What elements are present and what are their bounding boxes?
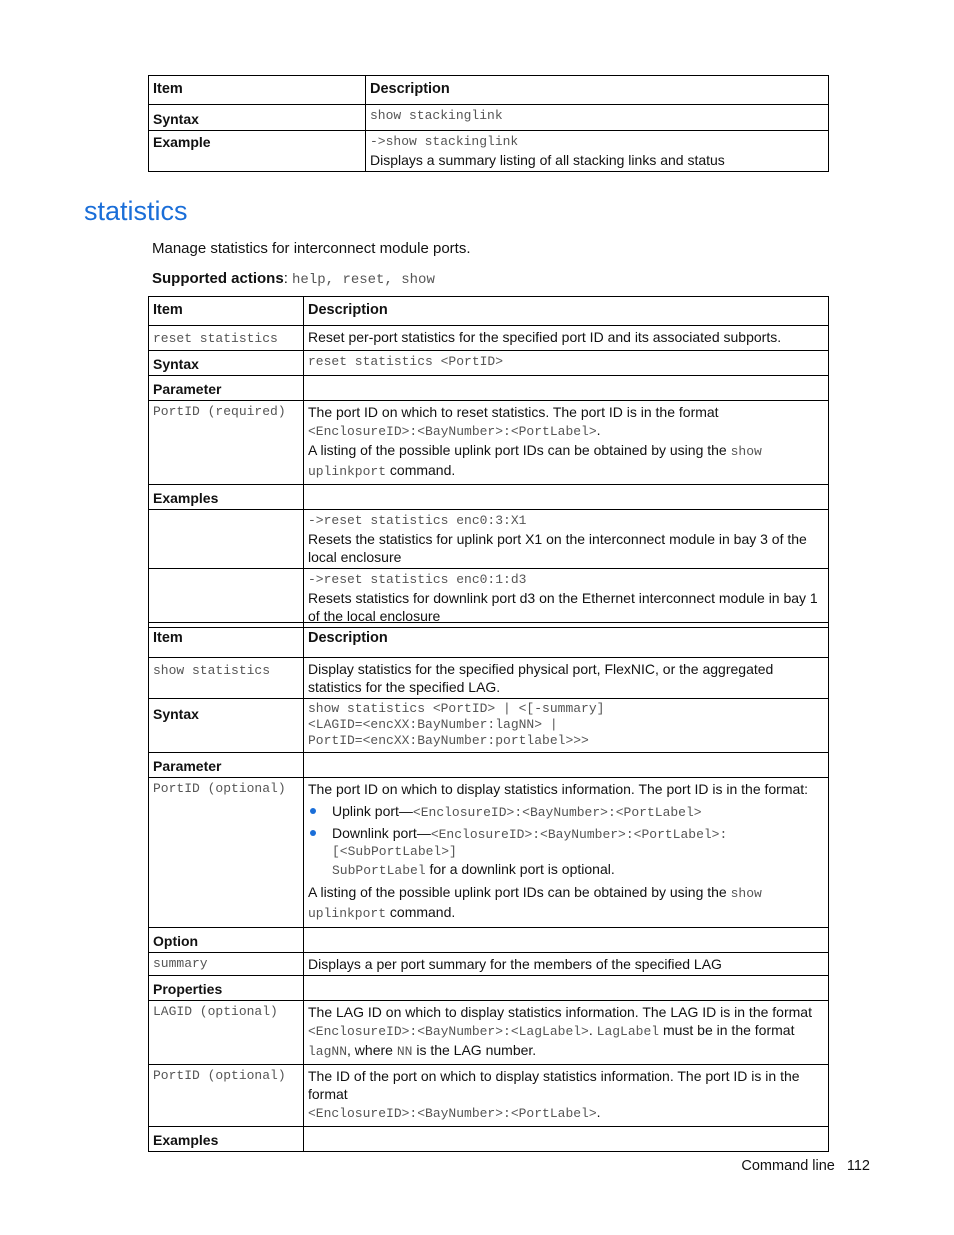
example-2 [304, 569, 829, 628]
example-1-command: ->reset statistics enc0:3:X1 [308, 513, 527, 528]
supported-actions-value: help, reset, show [292, 272, 435, 288]
col-header-description: Description [366, 76, 829, 105]
port-format-list [308, 802, 824, 860]
parameter-name: PortID (required) [149, 401, 304, 485]
list-item: Uplink port—<EnclosureID>:<BayNumber>:<PortLabel> [308, 802, 824, 822]
example-2-command: ->reset statistics enc0:1:d3 [308, 572, 527, 587]
parameter-description: The port ID on which to reset statistics. The port ID is in the format <EnclosureID>:<BayNumber>:<PortLabel>. A listing of the possible uplink port IDs can be obtained by using the show uplinkport command. [304, 401, 829, 485]
command-description: Reset per-port statistics for the specified port ID and its associated subports. [304, 326, 829, 351]
col-header-item: Item [149, 297, 304, 326]
example-cell [366, 131, 829, 172]
bullet-icon [310, 830, 316, 836]
page-footer [741, 1158, 870, 1174]
show-statistics-table [148, 622, 829, 1152]
col-header-description: Description [304, 623, 829, 658]
example-1 [304, 510, 829, 569]
bullet-icon [310, 808, 316, 814]
examples-label: Examples [149, 485, 304, 510]
example-label: Example [149, 131, 366, 172]
list-item: Downlink port—<EnclosureID>:<BayNumber>:<PortLabel>: [<SubPortLabel>] [308, 824, 824, 860]
property-name: PortID (optional) [149, 1065, 304, 1127]
property-description: The ID of the port on which to display statistics information. The port ID is in the format <EnclosureID>:<BayNumber>:<PortLabel>. [304, 1065, 829, 1127]
section-title: statistics [84, 196, 188, 226]
syntax-value: show statistics <PortID> | <[-summary] <LAGID=<encXX:BayNumber:lagNN> | PortID=<encXX:BayNumber:portlabel>>> [304, 699, 829, 753]
parameter-label: Parameter [149, 753, 304, 778]
supported-actions-label: Supported actions [152, 270, 284, 287]
syntax-value: show stackinglink [366, 105, 829, 131]
option-name: summary [149, 953, 304, 976]
syntax-value: reset statistics <PortID> [304, 351, 829, 376]
supported-actions: Supported actions: help, reset, show [152, 270, 435, 288]
page-number: 112 [846, 1158, 870, 1174]
examples-label: Examples [149, 1127, 304, 1152]
command-name: show statistics [149, 658, 304, 699]
parameter-label: Parameter [149, 376, 304, 401]
option-label: Option [149, 928, 304, 953]
section-intro: Manage statistics for interconnect module ports. [152, 240, 471, 257]
col-header-item: Item [149, 623, 304, 658]
property-description: The LAG ID on which to display statistics information. The LAG ID is in the format <EnclosureID>:<BayNumber>:<LagLabel>. LagLabel must be in the format lagNN, where NN is the LAG number. [304, 1001, 829, 1065]
example-2-description: Resets statistics for downlink port d3 on the Ethernet interconnect module in bay 1 of the local enclosure [308, 590, 818, 624]
example-description: Displays a summary listing of all stacking links and status [370, 152, 725, 168]
syntax-label: Syntax [149, 699, 304, 753]
reset-statistics-table [148, 296, 829, 628]
properties-label: Properties [149, 976, 304, 1001]
col-header-description: Description [304, 297, 829, 326]
example-1-description: Resets the statistics for uplink port X1 on the interconnect module in bay 3 of the local enclosure [308, 531, 807, 565]
example-command: ->show stackinglink [370, 134, 519, 149]
command-description: Display statistics for the specified physical port, FlexNIC, or the aggregated statistics for the specified LAG. [304, 658, 829, 699]
col-header-item: Item [149, 76, 366, 105]
property-name: LAGID (optional) [149, 1001, 304, 1065]
syntax-label: Syntax [149, 105, 366, 131]
footer-section: Command line [741, 1158, 835, 1174]
parameter-description: The port ID on which to display statistics information. The port ID is in the format: Uplink port—<EnclosureID>:<BayNumber>:<PortLabel> Downlink port—<EnclosureID>:<BayNumber>:<PortLabel>: [<SubPortLabel>] SubPortLabel for a downlink port is optional. A listing of the possible uplink port IDs can be obtained by using the show uplinkport command. [304, 778, 829, 928]
stackinglink-table [148, 75, 829, 172]
syntax-label: Syntax [149, 351, 304, 376]
option-description: Displays a per port summary for the members of the specified LAG [304, 953, 829, 976]
command-name: reset statistics [149, 326, 304, 351]
parameter-name: PortID (optional) [149, 778, 304, 928]
